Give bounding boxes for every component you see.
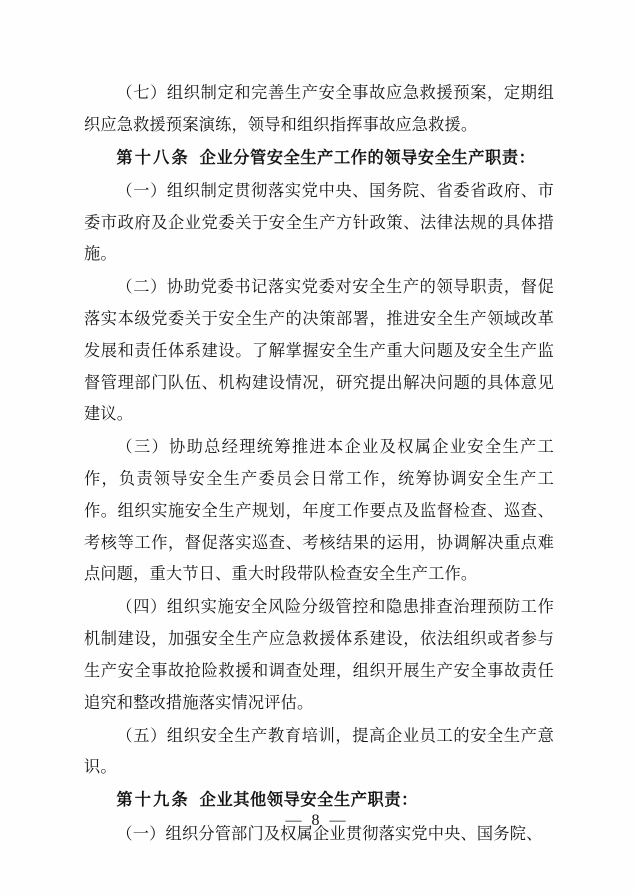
paragraph: （二）协助党委书记落实党委对安全生产的领导职责，督促落实本级党委关于安全生产的决策部署，推进安全生产领域改革发展和责任体系建设。了解掌握安全生产重大问题及安全生产监督管理部门队伍、机构建设情况，研究提出解决问题的具体意见建议。 xyxy=(84,278,554,424)
paragraph: （三）协助总经理统筹推进本企业及权属企业安全生产工作，负责领导安全生产委员会日常工作，统筹协调安全生产工作。组织实施安全生产规划，年度工作要点及监督检查、巡查、考核等工作，督促落实巡查、考核结果的运用，协调解决重点难点问题，重大节日、重大时段带队检查安全生产工作。 xyxy=(84,438,554,584)
paragraph: （一）组织制定贯彻落实党中央、国务院、省委省政府、市委市政府及企业党委关于安全生产方针政策、法律法规的具体措施。 xyxy=(84,181,554,264)
page-number: — 8 — xyxy=(285,812,349,829)
article-title: 企业其他领导安全生产职责： xyxy=(199,791,418,810)
article-number: 第十九条 xyxy=(116,791,190,810)
paragraph: （一）组织分管部门及权属企业贯彻落实党中央、国务院、 xyxy=(116,824,543,843)
article-number: 第十八条 xyxy=(116,148,190,167)
article-title: 企业分管安全生产工作的领导安全生产职责： xyxy=(199,148,536,167)
paragraph: （五）组织安全生产教育培训，提高企业员工的安全生产意识。 xyxy=(84,726,554,777)
article-heading xyxy=(84,143,554,175)
paragraph: （七）组织制定和完善生产安全事故应急救援预案，定期组织应急救援预案演练，领导和组织指挥事故应急救援。 xyxy=(84,84,554,134)
paragraph: （四）组织实施安全风险分级管控和隐患排查治理预防工作机制建设，加强安全生产应急救援体系建设，依法组织或者参与生产安全事故抢险救援和调查处理，组织开展生产安全事故责任追究和整改措施落实情况评估。 xyxy=(84,598,554,712)
document-body xyxy=(84,78,554,852)
